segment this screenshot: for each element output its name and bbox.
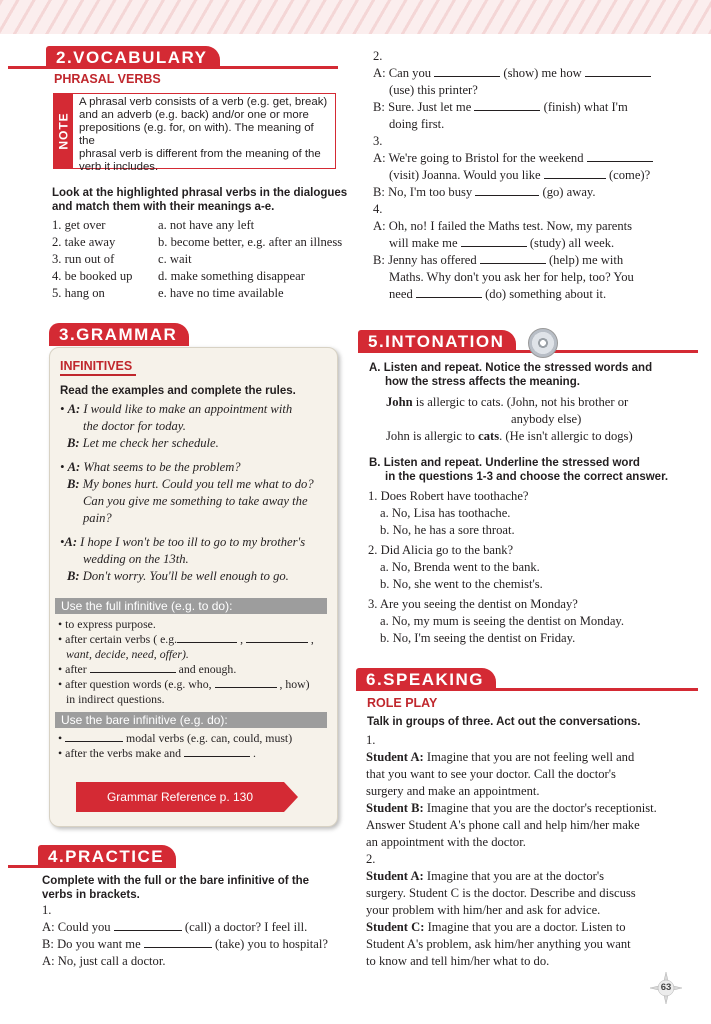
speaking-title: 6.SPEAKING	[356, 668, 496, 691]
list-item: 2. take away	[52, 235, 116, 249]
meanings-list	[158, 217, 342, 302]
answer-option: a. No, my mum is seeing the dentist on Monday.	[380, 614, 625, 628]
grammar-instruction: Read the examples and complete the rules.	[60, 385, 296, 397]
list-item: a. not have any left	[158, 218, 255, 232]
practice-title: 4.PRACTICE	[38, 845, 176, 868]
list-item: d. make something disappear	[158, 269, 305, 283]
speaking-instruction: Talk in groups of three. Act out the conversations.	[367, 716, 641, 728]
speaking-role-plays: 1. Student A: Imagine that you are not feeling well and that you want to see your doctor. Call the doctor's surgery and make an appointment. Student B: Imagine that you are the doctor's receptionist. Answer Student A's phone call and help him/her make an appointment with the doctor. 2. Student A: Imagine that you are at the doctor's surgery. Student C is the doctor. Describe and discuss your problem with him/her and ask for advice. Student C: Imagine that you are a doctor. Listen to Student A's problem, ask him/her anything you want to know and tell him/her what to do.	[366, 733, 657, 968]
intonation-b-instruction: B. Listen and repeat. Underline the stressed word in the questions 1-3 and choose the correct answer.	[369, 457, 669, 483]
vocabulary-header	[8, 46, 338, 69]
intonation-title: 5.INTONATION	[358, 330, 516, 353]
page-number: 63	[660, 982, 672, 993]
list-item: 5. hang on	[52, 286, 105, 300]
speaking-header	[356, 668, 698, 691]
page-number-badge	[650, 972, 682, 1004]
answer-option: b. No, she went to the chemist's.	[380, 577, 543, 591]
list-item: c. wait	[158, 252, 192, 266]
full-infinitive-rules: • to express purpose. • after certain verbs ( e.g. , , want, decide, need, offer). • after and enough. • after question words (e.g. who, , how) in indirect questions.	[58, 617, 314, 706]
note-box	[53, 93, 336, 173]
vocabulary-subtitle: PHRASAL VERBS	[54, 72, 161, 86]
note-label: NOTE	[54, 94, 73, 168]
question: 2. Did Alicia go to the bank?	[368, 543, 514, 557]
intonation-a-instruction: A. Listen and repeat. Notice the stressed words and how the stress affects the meaning.	[369, 362, 653, 388]
vocabulary-title: 2.VOCABULARY	[46, 46, 220, 69]
reference-arrow-icon	[284, 782, 298, 812]
full-infinitive-bar: Use the full infinitive (e.g. to do):	[55, 598, 327, 614]
intonation-examples: John is allergic to cats. (John, not his brother or anybody else) John is allergic to cats. (He isn't allergic to dogs)	[386, 395, 633, 443]
cd-audio-icon[interactable]	[528, 328, 558, 358]
list-item: 4. be booked up	[52, 269, 133, 283]
practice-dialogue-1: 1. A: Could you (call) a doctor? I feel ill. B: Do you want me (take) you to hospital? A: No, just call a doctor.	[42, 903, 328, 968]
subtitle-underline	[60, 374, 136, 376]
list-item: 1. get over	[52, 218, 106, 232]
question: 3. Are you seeing the dentist on Monday?	[368, 597, 578, 611]
grammar-header	[49, 323, 209, 346]
answer-option: a. No, Lisa has toothache.	[380, 506, 511, 520]
practice-instruction: Complete with the full or the bare infinitive of the verbs in brackets.	[42, 875, 310, 901]
list-item: e. have no time available	[158, 286, 284, 300]
note-text: A phrasal verb consists of a verb (e.g. get, break) and an adverb (e.g. back) and/or one or more prepositions (e.g. for, on with). The meaning of the phrasal verb is different from the meaning of the verb it includes.	[79, 96, 328, 173]
grammar-examples: • A: I would like to make an appointment with the doctor for today. B: Let me check her schedule. • A: What seems to be the problem? B: My bones hurt. Could you tell me what to do? Can you give me something to take away the pain? •A: I hope I won't be too ill to go to my brother's wedding on the 13th. B: Don't worry. You'll be well enough to go.	[60, 402, 314, 583]
vocabulary-instruction: Look at the highlighted phrasal verbs in the dialogues and match them with their meanings a-e.	[52, 187, 348, 213]
speaking-subtitle: ROLE PLAY	[367, 696, 438, 710]
grammar-reference-button[interactable]: Grammar Reference p. 130	[76, 782, 284, 812]
answer-option: b. No, he has a sore throat.	[380, 523, 515, 537]
intonation-questions	[368, 488, 668, 647]
bare-infinitive-rules: • modal verbs (e.g. can, could, must) • after the verbs make and .	[58, 731, 293, 760]
answer-option: a. No, Brenda went to the bank.	[380, 560, 540, 574]
bare-infinitive-bar: Use the bare infinitive (e.g. do):	[55, 712, 327, 728]
practice-dialogues-2-4: 2. A: Can you (show) me how (use) this printer? B: Sure. Just let me (finish) what I'm doing first. 3. A: We're going to Bristol for the weekend (visit) Joanna. Would you like (come)? B: No, I'm too busy (go) away. 4. A: Oh, no! I failed the Maths test. Now, my parents will make me (study) all week. B: Jenny has offered (help) me with Maths. Why don't you ask her for help, too? You need (do) something about it.	[373, 48, 673, 303]
list-item: 3. run out of	[52, 252, 115, 266]
list-item: b. become better, e.g. after an illness	[158, 235, 343, 249]
answer-option: b. No, I'm seeing the dentist on Friday.	[380, 631, 576, 645]
practice-header	[8, 845, 338, 868]
top-decorative-band	[0, 0, 711, 34]
grammar-subtitle: INFINITIVES	[60, 359, 133, 373]
question: 1. Does Robert have toothache?	[368, 489, 529, 503]
grammar-title: 3.GRAMMAR	[49, 323, 189, 346]
phrasal-verbs-list	[52, 217, 132, 302]
